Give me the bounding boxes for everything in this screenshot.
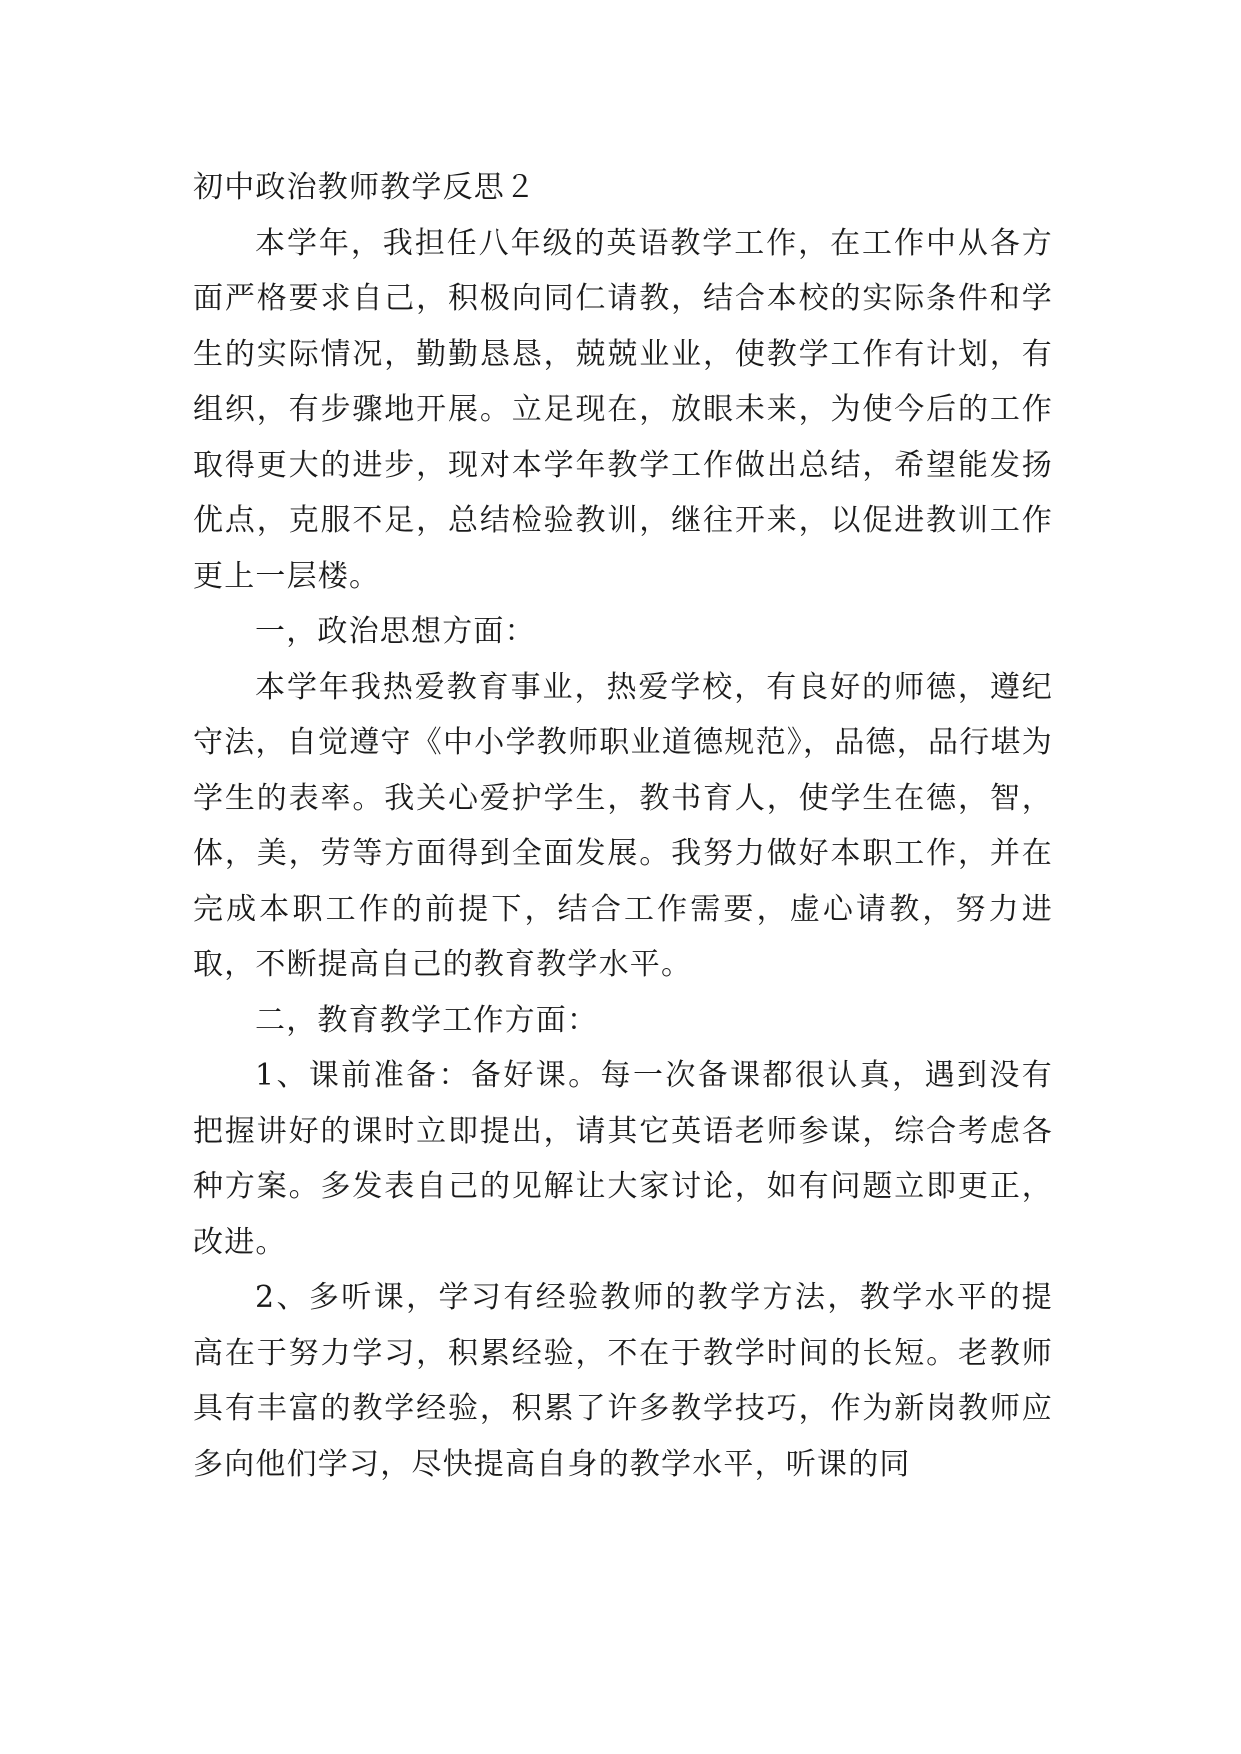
paragraph-observe-classes: 2、多听课，学习有经验教师的教学方法，教学水平的提高在于努力学习，积累经验，不在于教学时间的长短。老教师具有丰富的教学经验，积累了许多教学技巧，作为新岗教师应多向他们学习，尽快提高自身的教学水平，听课的同 <box>193 1280 1053 1482</box>
paragraph-intro: 本学年，我担任八年级的英语教学工作，在工作中从各方面严格要求自己，积极向同仁请教，结合本校的实际条件和学生的实际情况，勤勤恳恳，兢兢业业，使教学工作有计划，有组织，有步骤地开展。立足现在，放眼未来，为使今后的工作取得更大的进步，现对本学年教学工作做出总结，希望能发扬优点，克服不足，总结检验教训，继往开来，以促进教训工作更上一层楼。 <box>193 225 1053 594</box>
paragraph-lesson-prep: 1、课前准备：备好课。每一次备课都很认真，遇到没有把握讲好的课时立即提出，请其它英语老师参谋，综合考虑各种方案。多发表自己的见解让大家讨论，如有问题立即更正，改进。 <box>193 1058 1053 1260</box>
document-body <box>193 160 1053 1492</box>
paragraph-political: 本学年我热爱教育事业，热爱学校，有良好的师德，遵纪守法，自觉遵守《中小学教师职业道德规范》，品德，品行堪为学生的表率。我关心爱护学生，教书育人，使学生在德，智，体，美，劳等方面得到全面发展。我努力做好本职工作，并在完成本职工作的前提下，结合工作需要，虚心请教，努力进取，不断提高自己的教育教学水平。 <box>193 669 1053 982</box>
document-title: 初中政治教师教学反思２ <box>193 170 537 205</box>
section-heading-political: 一，政治思想方面： <box>255 614 536 649</box>
section-heading-teaching: 二，教育教学工作方面： <box>255 1002 599 1038</box>
